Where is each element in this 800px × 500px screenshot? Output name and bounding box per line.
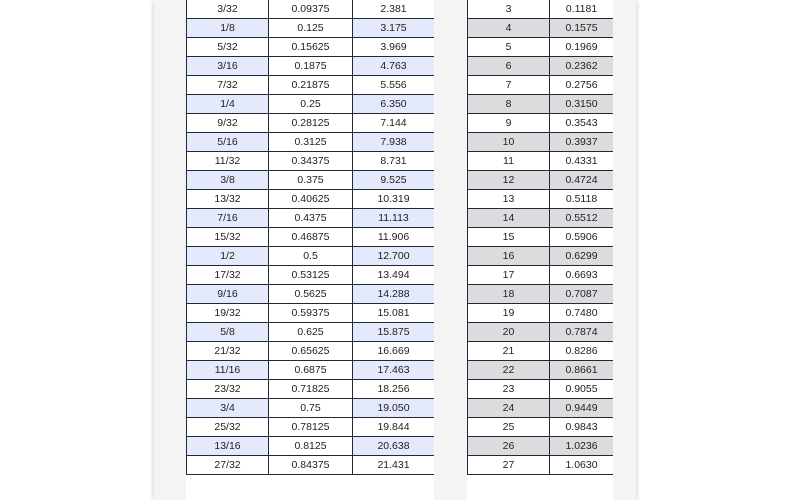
table-row (468, 456, 614, 475)
decimal-cell: 0.34375 (269, 152, 353, 171)
millimeter-cell: 7 (468, 76, 550, 95)
inch-cell: 0.2756 (550, 76, 614, 95)
millimeter-cell: 15.081 (353, 304, 435, 323)
fraction-cell: 15/32 (187, 228, 269, 247)
millimeter-cell: 12 (468, 171, 550, 190)
millimeter-cell: 13 (468, 190, 550, 209)
millimeter-cell: 21.431 (353, 456, 435, 475)
fraction-cell: 7/32 (187, 76, 269, 95)
table-row (468, 418, 614, 437)
millimeter-cell: 17.463 (353, 361, 435, 380)
millimeter-cell: 17 (468, 266, 550, 285)
inch-cell: 0.3543 (550, 114, 614, 133)
fraction-cell: 13/16 (187, 437, 269, 456)
millimeter-cell: 8 (468, 95, 550, 114)
decimal-cell: 0.75 (269, 399, 353, 418)
table-row (187, 133, 435, 152)
table-row (468, 323, 614, 342)
millimeter-cell: 22 (468, 361, 550, 380)
inch-cell: 0.9055 (550, 380, 614, 399)
inch-cell: 0.4724 (550, 171, 614, 190)
millimeter-cell: 18 (468, 285, 550, 304)
table-row (468, 76, 614, 95)
decimal-cell: 0.375 (269, 171, 353, 190)
millimeter-cell: 16 (468, 247, 550, 266)
table-row (187, 38, 435, 57)
decimal-cell: 0.71825 (269, 380, 353, 399)
decimal-cell: 0.53125 (269, 266, 353, 285)
millimeter-cell: 2.381 (353, 0, 435, 19)
fraction-cell: 5/16 (187, 133, 269, 152)
table-row (187, 361, 435, 380)
millimeter-cell: 10.319 (353, 190, 435, 209)
inch-cell: 0.6299 (550, 247, 614, 266)
millimeter-cell: 15.875 (353, 323, 435, 342)
fraction-cell: 1/4 (187, 95, 269, 114)
table-row (187, 95, 435, 114)
decimal-cell: 0.1875 (269, 57, 353, 76)
table-row (187, 209, 435, 228)
table-row (187, 190, 435, 209)
decimal-cell: 0.25 (269, 95, 353, 114)
fraction-cell: 11/16 (187, 361, 269, 380)
table-row (468, 342, 614, 361)
millimeter-cell: 11.113 (353, 209, 435, 228)
table-row (187, 285, 435, 304)
table-row (468, 0, 614, 19)
fraction-cell: 27/32 (187, 456, 269, 475)
inch-cell: 0.4331 (550, 152, 614, 171)
fraction-cell: 9/16 (187, 285, 269, 304)
millimeter-cell: 12.700 (353, 247, 435, 266)
millimeter-cell: 14 (468, 209, 550, 228)
decimal-cell: 0.84375 (269, 456, 353, 475)
millimeter-cell: 25 (468, 418, 550, 437)
fraction-cell: 11/32 (187, 152, 269, 171)
inch-cell: 0.7480 (550, 304, 614, 323)
millimeter-cell: 9 (468, 114, 550, 133)
millimeter-cell: 15 (468, 228, 550, 247)
table-row (468, 95, 614, 114)
millimeter-cell: 21 (468, 342, 550, 361)
decimal-cell: 0.09375 (269, 0, 353, 19)
table-row (468, 19, 614, 38)
table-row (468, 133, 614, 152)
table-row (187, 0, 435, 19)
table-row (187, 304, 435, 323)
table-row (468, 114, 614, 133)
inch-cell: 0.5118 (550, 190, 614, 209)
table-row (187, 437, 435, 456)
table-row (187, 171, 435, 190)
fraction-cell: 1/8 (187, 19, 269, 38)
millimeter-cell: 14.288 (353, 285, 435, 304)
decimal-cell: 0.6875 (269, 361, 353, 380)
fraction-cell: 19/32 (187, 304, 269, 323)
inch-cell: 0.7087 (550, 285, 614, 304)
table-row (468, 171, 614, 190)
table-row (468, 437, 614, 456)
decimal-cell: 0.65625 (269, 342, 353, 361)
millimeter-cell: 13.494 (353, 266, 435, 285)
fraction-cell: 3/16 (187, 57, 269, 76)
fraction-cell: 17/32 (187, 266, 269, 285)
fraction-cell: 3/32 (187, 0, 269, 19)
fraction-decimal-mm-panel (186, 0, 434, 500)
millimeter-cell: 4.763 (353, 57, 435, 76)
table-row (187, 456, 435, 475)
inch-cell: 0.3937 (550, 133, 614, 152)
table-row (468, 247, 614, 266)
millimeter-cell: 11 (468, 152, 550, 171)
decimal-cell: 0.4375 (269, 209, 353, 228)
millimeter-cell: 20 (468, 323, 550, 342)
fraction-cell: 5/32 (187, 38, 269, 57)
inch-cell: 0.1575 (550, 19, 614, 38)
fraction-cell: 21/32 (187, 342, 269, 361)
inch-cell: 0.8661 (550, 361, 614, 380)
millimeter-cell: 18.256 (353, 380, 435, 399)
millimeter-cell: 7.144 (353, 114, 435, 133)
decimal-cell: 0.78125 (269, 418, 353, 437)
millimeter-cell: 11.906 (353, 228, 435, 247)
millimeter-cell: 23 (468, 380, 550, 399)
fraction-cell: 1/2 (187, 247, 269, 266)
inch-cell: 0.6693 (550, 266, 614, 285)
inch-cell: 0.7874 (550, 323, 614, 342)
millimeter-cell: 3.969 (353, 38, 435, 57)
table-row (187, 114, 435, 133)
table-row (468, 209, 614, 228)
fraction-cell: 3/4 (187, 399, 269, 418)
fraction-cell: 23/32 (187, 380, 269, 399)
inch-cell: 1.0630 (550, 456, 614, 475)
table-row (187, 399, 435, 418)
millimeter-cell: 19.050 (353, 399, 435, 418)
table-row (468, 190, 614, 209)
table-row (187, 19, 435, 38)
decimal-cell: 0.8125 (269, 437, 353, 456)
decimal-cell: 0.21875 (269, 76, 353, 95)
mm-table-body (468, 0, 614, 475)
millimeter-cell: 3 (468, 0, 550, 19)
millimeter-cell: 10 (468, 133, 550, 152)
table-row (187, 266, 435, 285)
table-row (468, 361, 614, 380)
inch-cell: 0.1969 (550, 38, 614, 57)
millimeter-cell: 3.175 (353, 19, 435, 38)
inch-cell: 0.5512 (550, 209, 614, 228)
decimal-cell: 0.40625 (269, 190, 353, 209)
millimeter-cell: 16.669 (353, 342, 435, 361)
decimal-cell: 0.46875 (269, 228, 353, 247)
inch-cell: 0.9449 (550, 399, 614, 418)
millimeter-cell: 19.844 (353, 418, 435, 437)
fraction-cell: 9/32 (187, 114, 269, 133)
decimal-cell: 0.59375 (269, 304, 353, 323)
millimeter-cell: 19 (468, 304, 550, 323)
decimal-cell: 0.3125 (269, 133, 353, 152)
inch-cell: 0.2362 (550, 57, 614, 76)
table-row (187, 76, 435, 95)
millimeter-cell: 7.938 (353, 133, 435, 152)
table-row (187, 152, 435, 171)
inch-cell: 0.9843 (550, 418, 614, 437)
millimeter-cell: 5.556 (353, 76, 435, 95)
table-row (468, 152, 614, 171)
table-row (187, 228, 435, 247)
table-row (468, 38, 614, 57)
table-row (187, 323, 435, 342)
fraction-cell: 13/32 (187, 190, 269, 209)
millimeter-cell: 5 (468, 38, 550, 57)
fraction-cell: 7/16 (187, 209, 269, 228)
decimal-cell: 0.125 (269, 19, 353, 38)
decimal-cell: 0.625 (269, 323, 353, 342)
table-row (468, 285, 614, 304)
mm-conversion-table (467, 0, 613, 475)
inch-cell: 0.3150 (550, 95, 614, 114)
millimeter-cell: 4 (468, 19, 550, 38)
table-row (187, 247, 435, 266)
table-row (468, 380, 614, 399)
fraction-cell: 5/8 (187, 323, 269, 342)
table-row (468, 266, 614, 285)
millimeter-cell: 6.350 (353, 95, 435, 114)
decimal-cell: 0.5625 (269, 285, 353, 304)
millimeter-cell: 6 (468, 57, 550, 76)
table-row (468, 304, 614, 323)
millimeter-cell: 9.525 (353, 171, 435, 190)
millimeter-cell: 24 (468, 399, 550, 418)
inch-cell: 1.0236 (550, 437, 614, 456)
table-row (187, 342, 435, 361)
inch-cell: 0.1181 (550, 0, 614, 19)
mm-to-inch-panel (467, 0, 613, 500)
fraction-table-body (187, 0, 435, 475)
millimeter-cell: 27 (468, 456, 550, 475)
decimal-cell: 0.28125 (269, 114, 353, 133)
inch-cell: 0.5906 (550, 228, 614, 247)
fraction-cell: 25/32 (187, 418, 269, 437)
table-row (468, 399, 614, 418)
decimal-cell: 0.5 (269, 247, 353, 266)
table-row (187, 418, 435, 437)
fraction-conversion-table (186, 0, 434, 475)
millimeter-cell: 8.731 (353, 152, 435, 171)
table-row (468, 57, 614, 76)
millimeter-cell: 26 (468, 437, 550, 456)
table-row (468, 228, 614, 247)
decimal-cell: 0.15625 (269, 38, 353, 57)
millimeter-cell: 20.638 (353, 437, 435, 456)
inch-cell: 0.8286 (550, 342, 614, 361)
table-row (187, 380, 435, 399)
table-row (187, 57, 435, 76)
fraction-cell: 3/8 (187, 171, 269, 190)
